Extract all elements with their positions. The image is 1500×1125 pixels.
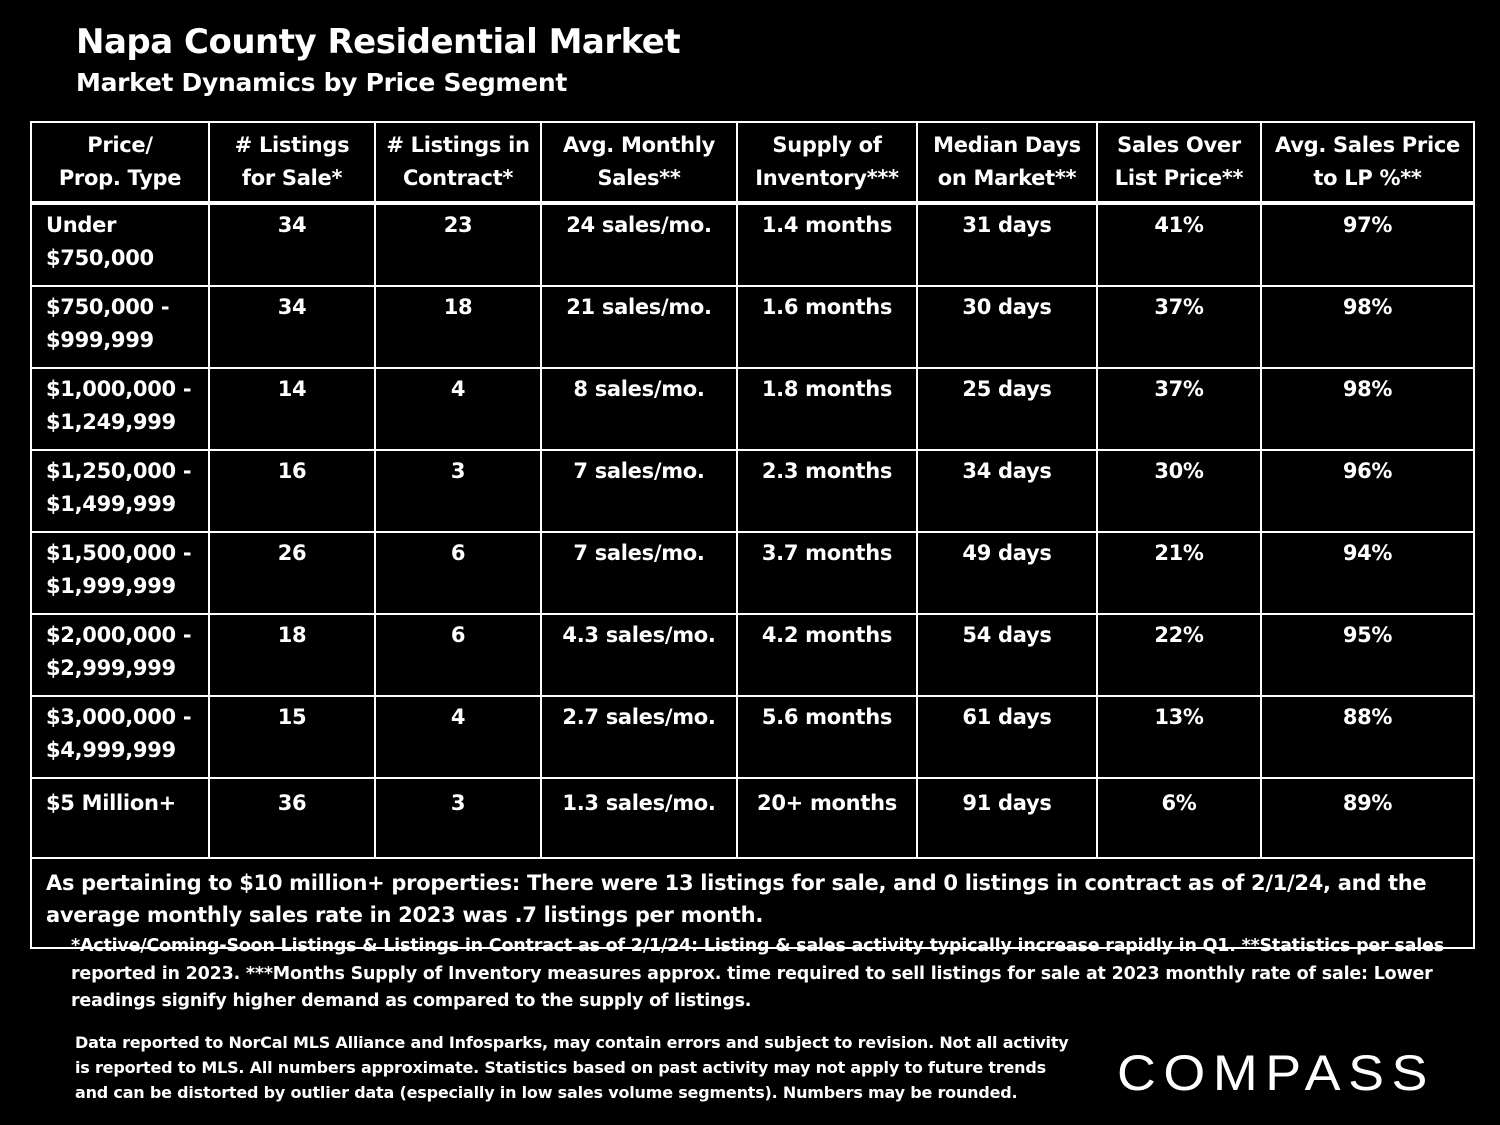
cell-segment: $750,000 - $999,999 bbox=[31, 286, 209, 368]
cell-supply-of-inventory: 2.3 months bbox=[737, 450, 917, 532]
cell-median-days-on-market: 49 days bbox=[917, 532, 1097, 614]
cell-supply-of-inventory: 5.6 months bbox=[737, 696, 917, 778]
cell-sales-over-list: 21% bbox=[1097, 532, 1261, 614]
disclaimer: Data reported to NorCal MLS Alliance and Infosparks, may contain errors and subject to revision. Not all activity is reported to MLS. All numbers approximate. Statistics based on past activity may not apply to future trends and can be distorted by outlier data (especially in low sales volume segments). Numbers may be rounded. bbox=[75, 1033, 1069, 1102]
compass-logo-text: COMPASS bbox=[1117, 1045, 1435, 1101]
cell-listings-in-contract: 4 bbox=[375, 696, 541, 778]
cell-listings-in-contract: 3 bbox=[375, 778, 541, 858]
table-header-row bbox=[31, 122, 1474, 203]
cell-avg-sales-price-to-lp: 97% bbox=[1261, 203, 1474, 286]
cell-median-days-on-market: 34 days bbox=[917, 450, 1097, 532]
cell-sales-over-list: 41% bbox=[1097, 203, 1261, 286]
cell-segment: $1,000,000 - $1,249,999 bbox=[31, 368, 209, 450]
cell-supply-of-inventory: 4.2 months bbox=[737, 614, 917, 696]
table-row bbox=[31, 203, 1474, 286]
cell-supply-of-inventory: 1.6 months bbox=[737, 286, 917, 368]
cell-avg-sales-price-to-lp: 88% bbox=[1261, 696, 1474, 778]
compass-logo bbox=[1117, 1043, 1437, 1103]
table-row bbox=[31, 532, 1474, 614]
cell-listings-for-sale: 34 bbox=[209, 203, 375, 286]
cell-sales-over-list: 37% bbox=[1097, 368, 1261, 450]
table-note: As pertaining to $10 million+ properties: There were 13 listings for sale, and 0 listings in contract as of 2/1/24, and the average monthly sales rate in 2023 was .7 listings per month. bbox=[31, 858, 1474, 948]
cell-listings-for-sale: 14 bbox=[209, 368, 375, 450]
cell-listings-for-sale: 16 bbox=[209, 450, 375, 532]
cell-sales-over-list: 37% bbox=[1097, 286, 1261, 368]
col-header-sales-over-list: Sales Over List Price** bbox=[1097, 122, 1261, 203]
col-header-price-type: Price/ Prop. Type bbox=[31, 122, 209, 203]
table-row bbox=[31, 778, 1474, 858]
cell-avg-monthly-sales: 7 sales/mo. bbox=[541, 450, 737, 532]
cell-segment: $5 Million+ bbox=[31, 778, 209, 858]
cell-listings-in-contract: 3 bbox=[375, 450, 541, 532]
cell-avg-sales-price-to-lp: 98% bbox=[1261, 368, 1474, 450]
table-row bbox=[31, 450, 1474, 532]
cell-listings-for-sale: 15 bbox=[209, 696, 375, 778]
col-header-avg-monthly-sales: Avg. Monthly Sales** bbox=[541, 122, 737, 203]
cell-median-days-on-market: 54 days bbox=[917, 614, 1097, 696]
cell-listings-for-sale: 34 bbox=[209, 286, 375, 368]
cell-sales-over-list: 30% bbox=[1097, 450, 1261, 532]
cell-avg-monthly-sales: 4.3 sales/mo. bbox=[541, 614, 737, 696]
cell-listings-for-sale: 18 bbox=[209, 614, 375, 696]
table-row bbox=[31, 368, 1474, 450]
table-row bbox=[31, 286, 1474, 368]
cell-avg-monthly-sales: 2.7 sales/mo. bbox=[541, 696, 737, 778]
cell-avg-monthly-sales: 7 sales/mo. bbox=[541, 532, 737, 614]
cell-supply-of-inventory: 1.8 months bbox=[737, 368, 917, 450]
cell-segment: Under $750,000 bbox=[31, 203, 209, 286]
cell-avg-sales-price-to-lp: 94% bbox=[1261, 532, 1474, 614]
col-header-median-days-on-market: Median Days on Market** bbox=[917, 122, 1097, 203]
cell-sales-over-list: 22% bbox=[1097, 614, 1261, 696]
cell-listings-in-contract: 6 bbox=[375, 532, 541, 614]
cell-avg-sales-price-to-lp: 95% bbox=[1261, 614, 1474, 696]
cell-listings-in-contract: 4 bbox=[375, 368, 541, 450]
col-header-avg-sales-price-to-lp: Avg. Sales Price to LP %** bbox=[1261, 122, 1474, 203]
col-header-supply-of-inventory: Supply of Inventory*** bbox=[737, 122, 917, 203]
cell-sales-over-list: 13% bbox=[1097, 696, 1261, 778]
cell-avg-monthly-sales: 24 sales/mo. bbox=[541, 203, 737, 286]
cell-listings-for-sale: 36 bbox=[209, 778, 375, 858]
cell-avg-sales-price-to-lp: 98% bbox=[1261, 286, 1474, 368]
cell-segment: $1,250,000 - $1,499,999 bbox=[31, 450, 209, 532]
cell-median-days-on-market: 30 days bbox=[917, 286, 1097, 368]
cell-segment: $2,000,000 - $2,999,999 bbox=[31, 614, 209, 696]
market-dynamics-table bbox=[30, 121, 1475, 949]
cell-supply-of-inventory: 20+ months bbox=[737, 778, 917, 858]
cell-median-days-on-market: 31 days bbox=[917, 203, 1097, 286]
page-subtitle: Market Dynamics by Price Segment bbox=[76, 68, 567, 97]
cell-avg-sales-price-to-lp: 96% bbox=[1261, 450, 1474, 532]
table-row bbox=[31, 696, 1474, 778]
cell-listings-in-contract: 23 bbox=[375, 203, 541, 286]
page-title: Napa County Residential Market bbox=[76, 22, 681, 62]
cell-supply-of-inventory: 1.4 months bbox=[737, 203, 917, 286]
cell-avg-monthly-sales: 1.3 sales/mo. bbox=[541, 778, 737, 858]
cell-listings-in-contract: 18 bbox=[375, 286, 541, 368]
cell-supply-of-inventory: 3.7 months bbox=[737, 532, 917, 614]
cell-median-days-on-market: 25 days bbox=[917, 368, 1097, 450]
cell-listings-in-contract: 6 bbox=[375, 614, 541, 696]
cell-median-days-on-market: 61 days bbox=[917, 696, 1097, 778]
footnote: *Active/Coming-Soon Listings & Listings in Contract as of 2/1/24: Listing & sales activity typically increase rapidly in Q1. **Statistics per sales reported in 2023. ***Months Supply of Inventory measures approx. time required to sell listings for sale at 2023 monthly rate of sale: Lower readings signify higher demand as compared to the supply of listings. bbox=[71, 936, 1444, 1011]
table-row bbox=[31, 614, 1474, 696]
cell-segment: $3,000,000 - $4,999,999 bbox=[31, 696, 209, 778]
cell-segment: $1,500,000 - $1,999,999 bbox=[31, 532, 209, 614]
cell-listings-for-sale: 26 bbox=[209, 532, 375, 614]
cell-median-days-on-market: 91 days bbox=[917, 778, 1097, 858]
cell-avg-sales-price-to-lp: 89% bbox=[1261, 778, 1474, 858]
cell-avg-monthly-sales: 8 sales/mo. bbox=[541, 368, 737, 450]
col-header-listings-in-contract: # Listings in Contract* bbox=[375, 122, 541, 203]
cell-sales-over-list: 6% bbox=[1097, 778, 1261, 858]
col-header-listings-for-sale: # Listings for Sale* bbox=[209, 122, 375, 203]
cell-avg-monthly-sales: 21 sales/mo. bbox=[541, 286, 737, 368]
